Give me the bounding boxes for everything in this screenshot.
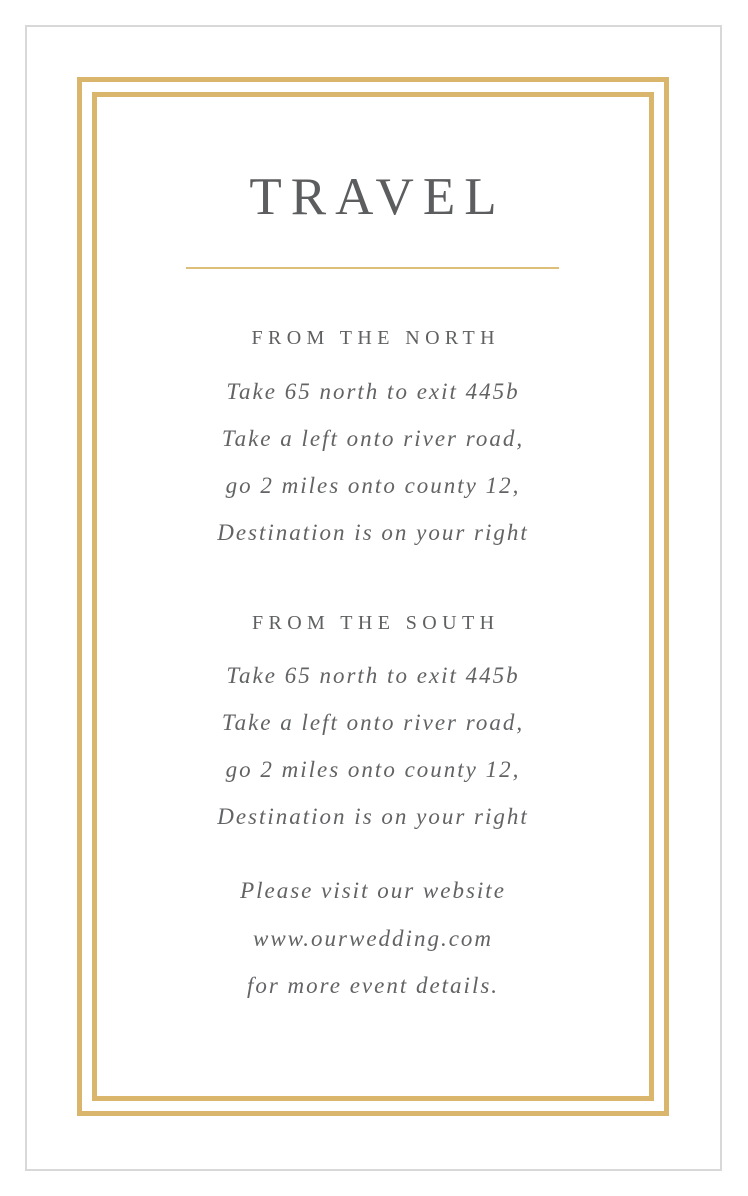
closing-line: Please visit our website [240, 878, 506, 903]
card-title: TRAVEL [249, 168, 506, 226]
direction-line: go 2 miles onto county 12, [225, 473, 521, 498]
direction-line: Take 65 north to exit 445b [226, 379, 520, 404]
website-url: www.ourwedding.com [252, 926, 494, 951]
direction-line: Destination is on your right [217, 520, 529, 545]
closing-line: for more event details. [246, 973, 500, 998]
direction-line: go 2 miles onto county 12, [225, 757, 521, 782]
direction-line: Take a left onto river road, [221, 710, 525, 735]
section-heading-south: FROM THE SOUTH [251, 612, 500, 634]
direction-line: Take 65 north to exit 445b [226, 663, 520, 688]
title-divider [186, 267, 559, 269]
section-heading-north: FROM THE NORTH [251, 327, 500, 349]
direction-line: Take a left onto river road, [221, 426, 525, 451]
direction-line: Destination is on your right [217, 804, 529, 829]
